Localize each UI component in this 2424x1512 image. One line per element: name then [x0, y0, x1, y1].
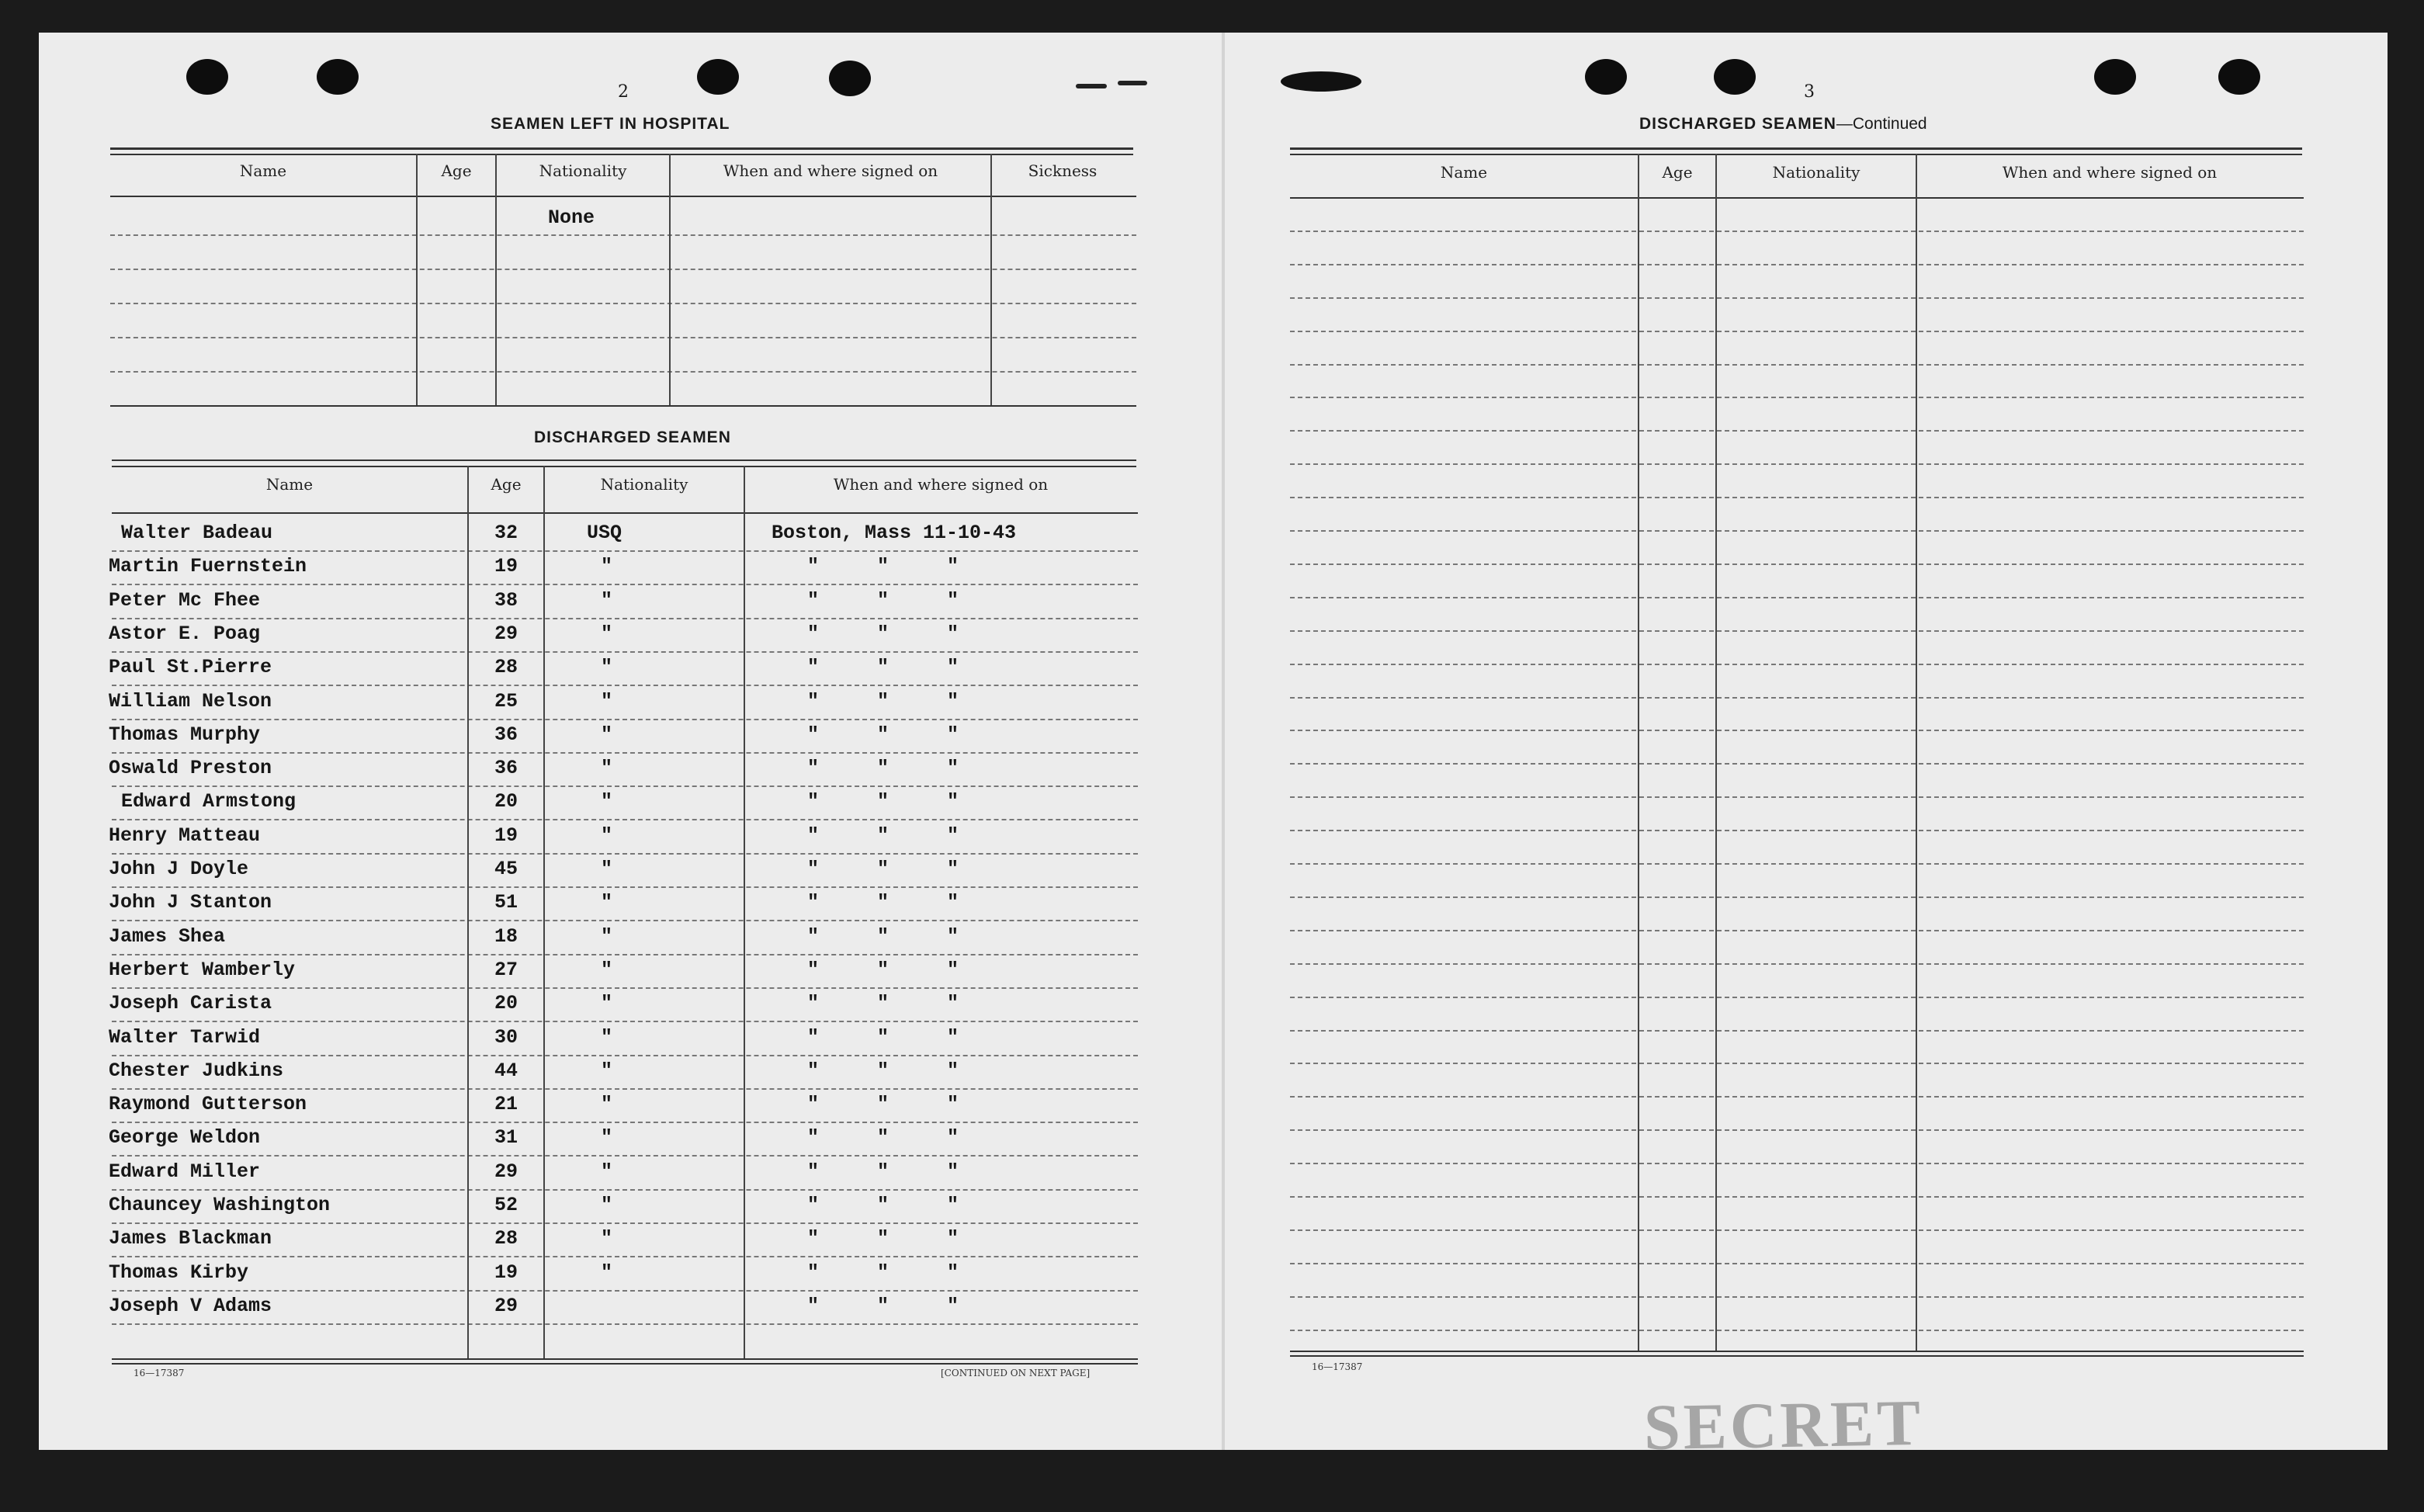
- rule: [110, 405, 1136, 407]
- rule: [112, 459, 1136, 461]
- row-line: [112, 1256, 1138, 1257]
- seaman-age: 29: [494, 1295, 518, 1317]
- seaman-nationality: ": [601, 824, 613, 847]
- seaman-nationality: ": [601, 858, 613, 880]
- row-line: [1290, 1196, 2304, 1198]
- row-line: [1290, 664, 2304, 665]
- seaman-signed-on: " " ": [807, 555, 959, 577]
- page-fold: [1222, 33, 1225, 1450]
- row-line: [1290, 697, 2304, 699]
- seaman-age: 21: [494, 1093, 518, 1115]
- seaman-name: Astor E. Poag: [109, 622, 261, 645]
- column-divider: [543, 466, 545, 1358]
- page-number: 2: [618, 82, 629, 102]
- seaman-name: Peter Mc Fhee: [109, 589, 261, 612]
- column-divider: [990, 154, 992, 405]
- form-number: 16—17387: [134, 1368, 185, 1378]
- rule: [110, 154, 1133, 155]
- seaman-name: Chester Judkins: [109, 1059, 284, 1082]
- column-divider: [416, 154, 418, 405]
- seaman-name: Joseph V Adams: [109, 1295, 272, 1317]
- seaman-nationality: ": [601, 790, 613, 813]
- seaman-signed-on: " " ": [807, 1160, 959, 1183]
- row-line: [1290, 930, 2304, 931]
- rule: [112, 466, 1136, 467]
- row-line: [112, 853, 1138, 855]
- row-line: [110, 371, 1136, 373]
- rule: [112, 1363, 1138, 1365]
- row-line: [1290, 1330, 2304, 1331]
- seaman-signed-on: " " ": [807, 1026, 959, 1049]
- row-line: [112, 584, 1138, 585]
- row-line: [112, 752, 1138, 754]
- row-line: [1290, 397, 2304, 398]
- seaman-signed-on: " " ": [807, 656, 959, 678]
- seaman-age: 51: [494, 891, 518, 914]
- rule: [1290, 147, 2302, 150]
- seaman-age: 27: [494, 959, 518, 981]
- seaman-age: 28: [494, 656, 518, 678]
- row-line: [112, 886, 1138, 888]
- seaman-age: 25: [494, 690, 518, 713]
- seaman-nationality: ": [601, 1026, 613, 1049]
- row-line: [1290, 763, 2304, 765]
- seaman-signed-on: " " ": [807, 1261, 959, 1284]
- seaman-nationality: ": [601, 723, 613, 746]
- discharged-section-title: DISCHARGED SEAMEN: [534, 428, 731, 446]
- row-line: [112, 618, 1138, 619]
- row-line: [112, 920, 1138, 921]
- seaman-age: 52: [494, 1194, 518, 1216]
- seaman-signed-on: " " ": [807, 723, 959, 746]
- row-line: [112, 1021, 1138, 1022]
- binder-hole: [317, 59, 359, 95]
- seaman-name: John J Doyle: [109, 858, 249, 880]
- row-line: [1290, 963, 2304, 965]
- column-divider: [495, 154, 497, 405]
- seaman-signed-on: " " ": [807, 622, 959, 645]
- binder-hole: [2218, 59, 2260, 95]
- row-line: [112, 719, 1138, 720]
- seaman-age: 29: [494, 622, 518, 645]
- row-line: [1290, 231, 2304, 232]
- seaman-name: George Weldon: [109, 1126, 261, 1149]
- seaman-nationality: ": [601, 690, 613, 713]
- column-divider: [744, 466, 745, 1358]
- seaman-age: 19: [494, 1261, 518, 1284]
- seaman-age: 36: [494, 757, 518, 779]
- seaman-name: William Nelson: [109, 690, 272, 713]
- row-line: [112, 1222, 1138, 1224]
- seaman-age: 38: [494, 589, 518, 612]
- seaman-name: Chauncey Washington: [109, 1194, 331, 1216]
- row-line: [1290, 730, 2304, 731]
- seaman-age: 45: [494, 858, 518, 880]
- row-line: [1290, 830, 2304, 831]
- binder-hole: [829, 61, 871, 96]
- seaman-signed-on: " " ": [807, 790, 959, 813]
- seaman-nationality: ": [601, 656, 613, 678]
- seaman-nationality: USQ: [587, 522, 622, 544]
- seaman-name: Henry Matteau: [109, 824, 261, 847]
- seaman-age: 29: [494, 1160, 518, 1183]
- row-line: [1290, 463, 2304, 465]
- row-line: [1290, 1163, 2304, 1164]
- seaman-nationality: ": [601, 555, 613, 577]
- seaman-age: 20: [494, 790, 518, 813]
- seaman-signed-on: " " ": [807, 589, 959, 612]
- page-number: 3: [1804, 82, 1815, 102]
- seaman-name: Paul St.Pierre: [109, 656, 272, 678]
- column-divider: [1638, 154, 1639, 1351]
- seaman-age: 19: [494, 824, 518, 847]
- row-line: [110, 269, 1136, 270]
- column-header-age: Age: [491, 475, 522, 494]
- column-header-name: Name: [265, 475, 314, 494]
- seaman-nationality: ": [601, 1093, 613, 1115]
- row-line: [112, 1290, 1138, 1292]
- seaman-signed-on: " " ": [807, 690, 959, 713]
- seaman-signed-on: " " ": [807, 1093, 959, 1115]
- row-line: [1290, 863, 2304, 865]
- continued-title-text: DISCHARGED SEAMEN: [1639, 115, 1836, 133]
- seaman-signed-on: " " ": [807, 824, 959, 847]
- row-line: [1290, 564, 2304, 565]
- rule: [110, 147, 1133, 150]
- ink-mark: [1118, 81, 1147, 85]
- row-line: [112, 1122, 1138, 1123]
- column-header-signed-on: When and where signed on: [2002, 163, 2218, 182]
- row-line: [112, 785, 1138, 787]
- column-divider: [1715, 154, 1717, 1351]
- seaman-age: 18: [494, 925, 518, 948]
- continued-note: [CONTINUED ON NEXT PAGE]: [941, 1368, 1091, 1378]
- row-line: [112, 685, 1138, 686]
- row-line: [1290, 1296, 2304, 1298]
- rule: [1290, 197, 2304, 199]
- column-header-nationality: Nationality: [539, 161, 627, 180]
- row-line: [1290, 1229, 2304, 1231]
- seaman-name: John J Stanton: [109, 891, 272, 914]
- hospital-entry: None: [548, 206, 595, 229]
- row-line: [110, 234, 1136, 236]
- row-line: [1290, 997, 2304, 998]
- seaman-signed-on: " " ": [807, 1227, 959, 1250]
- row-line: [110, 337, 1136, 338]
- row-line: [1290, 530, 2304, 532]
- seaman-name: Martin Fuernstein: [109, 555, 307, 577]
- seaman-nationality: ": [601, 891, 613, 914]
- seaman-nationality: ": [601, 992, 613, 1014]
- seaman-nationality: ": [601, 1059, 613, 1082]
- hospital-section-title: SEAMEN LEFT IN HOSPITAL: [491, 115, 730, 133]
- seaman-signed-on: " " ": [807, 858, 959, 880]
- binder-hole: [697, 59, 739, 95]
- rule: [1290, 154, 2302, 155]
- seaman-nationality: ": [601, 1160, 613, 1183]
- seaman-nationality: ": [601, 1261, 613, 1284]
- seaman-name: Joseph Carista: [109, 992, 272, 1014]
- seaman-age: 36: [494, 723, 518, 746]
- row-line: [1290, 796, 2304, 798]
- seaman-nationality: ": [601, 1194, 613, 1216]
- binder-hole: [2094, 59, 2136, 95]
- binder-hole: [1585, 59, 1627, 95]
- seaman-age: 20: [494, 992, 518, 1014]
- seaman-signed-on: Boston, Mass 11-10-43: [772, 522, 1017, 544]
- seaman-name: James Blackman: [109, 1227, 272, 1250]
- seaman-name: Edward Armstong: [121, 790, 296, 813]
- form-number: 16—17387: [1312, 1361, 1363, 1372]
- seaman-signed-on: " " ": [807, 959, 959, 981]
- column-header-signed-on: When and where signed on: [833, 475, 1049, 494]
- row-line: [112, 987, 1138, 989]
- row-line: [112, 819, 1138, 820]
- column-header-age: Age: [1662, 163, 1693, 182]
- seaman-name: James Shea: [109, 925, 226, 948]
- column-header-nationality: Nationality: [1772, 163, 1860, 182]
- continued-section-title: [1639, 115, 1927, 134]
- row-line: [1290, 896, 2304, 898]
- right-page: [1223, 33, 2388, 1450]
- column-header-name: Name: [1440, 163, 1488, 182]
- seaman-nationality: ": [601, 1227, 613, 1250]
- seaman-name: Thomas Kirby: [109, 1261, 249, 1284]
- seaman-nationality: ": [601, 925, 613, 948]
- seaman-signed-on: " " ": [807, 1295, 959, 1317]
- row-line: [1290, 1129, 2304, 1131]
- seaman-name: Walter Badeau: [121, 522, 273, 544]
- rule: [1290, 1355, 2304, 1357]
- row-line: [112, 1323, 1138, 1325]
- column-divider: [467, 466, 469, 1358]
- row-line: [1290, 630, 2304, 632]
- seaman-nationality: ": [601, 622, 613, 645]
- binder-hole: [186, 59, 228, 95]
- seaman-name: Thomas Murphy: [109, 723, 261, 746]
- seaman-nationality: ": [601, 1126, 613, 1149]
- row-line: [1290, 597, 2304, 598]
- seaman-signed-on: " " ": [807, 992, 959, 1014]
- row-line: [112, 1189, 1138, 1191]
- seaman-age: 30: [494, 1026, 518, 1049]
- column-header-age: Age: [441, 161, 472, 180]
- seaman-nationality: ": [601, 757, 613, 779]
- seaman-name: Oswald Preston: [109, 757, 272, 779]
- seaman-signed-on: " " ": [807, 1126, 959, 1149]
- seaman-age: 28: [494, 1227, 518, 1250]
- row-line: [112, 651, 1138, 653]
- continued-title-suffix: —Continued: [1836, 115, 1927, 133]
- row-line: [112, 1088, 1138, 1090]
- row-line: [110, 303, 1136, 304]
- seaman-signed-on: " " ": [807, 757, 959, 779]
- rule: [1290, 1351, 2304, 1352]
- seaman-nationality: ": [601, 959, 613, 981]
- seaman-age: 19: [494, 555, 518, 577]
- row-line: [1290, 1096, 2304, 1098]
- row-line: [112, 550, 1138, 552]
- column-header-sickness: Sickness: [1028, 161, 1098, 180]
- ink-mark: [1076, 84, 1107, 88]
- seaman-signed-on: " " ": [807, 891, 959, 914]
- seaman-age: 44: [494, 1059, 518, 1082]
- row-line: [1290, 264, 2304, 265]
- rule: [110, 196, 1136, 197]
- seaman-signed-on: " " ": [807, 925, 959, 948]
- row-line: [1290, 497, 2304, 498]
- row-line: [1290, 1063, 2304, 1064]
- seaman-name: Herbert Wamberly: [109, 959, 296, 981]
- column-header-nationality: Nationality: [600, 475, 688, 494]
- rule: [112, 1358, 1138, 1360]
- binder-hole: [1714, 59, 1756, 95]
- row-line: [1290, 430, 2304, 432]
- ink-blot: [1281, 71, 1361, 92]
- column-divider: [669, 154, 671, 405]
- row-line: [1290, 364, 2304, 366]
- seaman-name: Raymond Gutterson: [109, 1093, 307, 1115]
- column-divider: [1916, 154, 1917, 1351]
- row-line: [1290, 331, 2304, 332]
- row-line: [1290, 1263, 2304, 1264]
- seaman-age: 31: [494, 1126, 518, 1149]
- seaman-nationality: ": [601, 589, 613, 612]
- seaman-age: 32: [494, 522, 518, 544]
- row-line: [112, 1055, 1138, 1056]
- row-line: [112, 954, 1138, 955]
- row-line: [1290, 297, 2304, 299]
- column-header-name: Name: [239, 161, 287, 180]
- seaman-signed-on: " " ": [807, 1194, 959, 1216]
- seaman-name: Edward Miller: [109, 1160, 261, 1183]
- seaman-name: Walter Tarwid: [109, 1026, 261, 1049]
- secret-stamp: SECRET: [1643, 1386, 1924, 1465]
- rule: [112, 512, 1138, 514]
- row-line: [112, 1155, 1138, 1157]
- seaman-signed-on: " " ": [807, 1059, 959, 1082]
- column-header-signed-on: When and where signed on: [723, 161, 938, 180]
- row-line: [1290, 1030, 2304, 1032]
